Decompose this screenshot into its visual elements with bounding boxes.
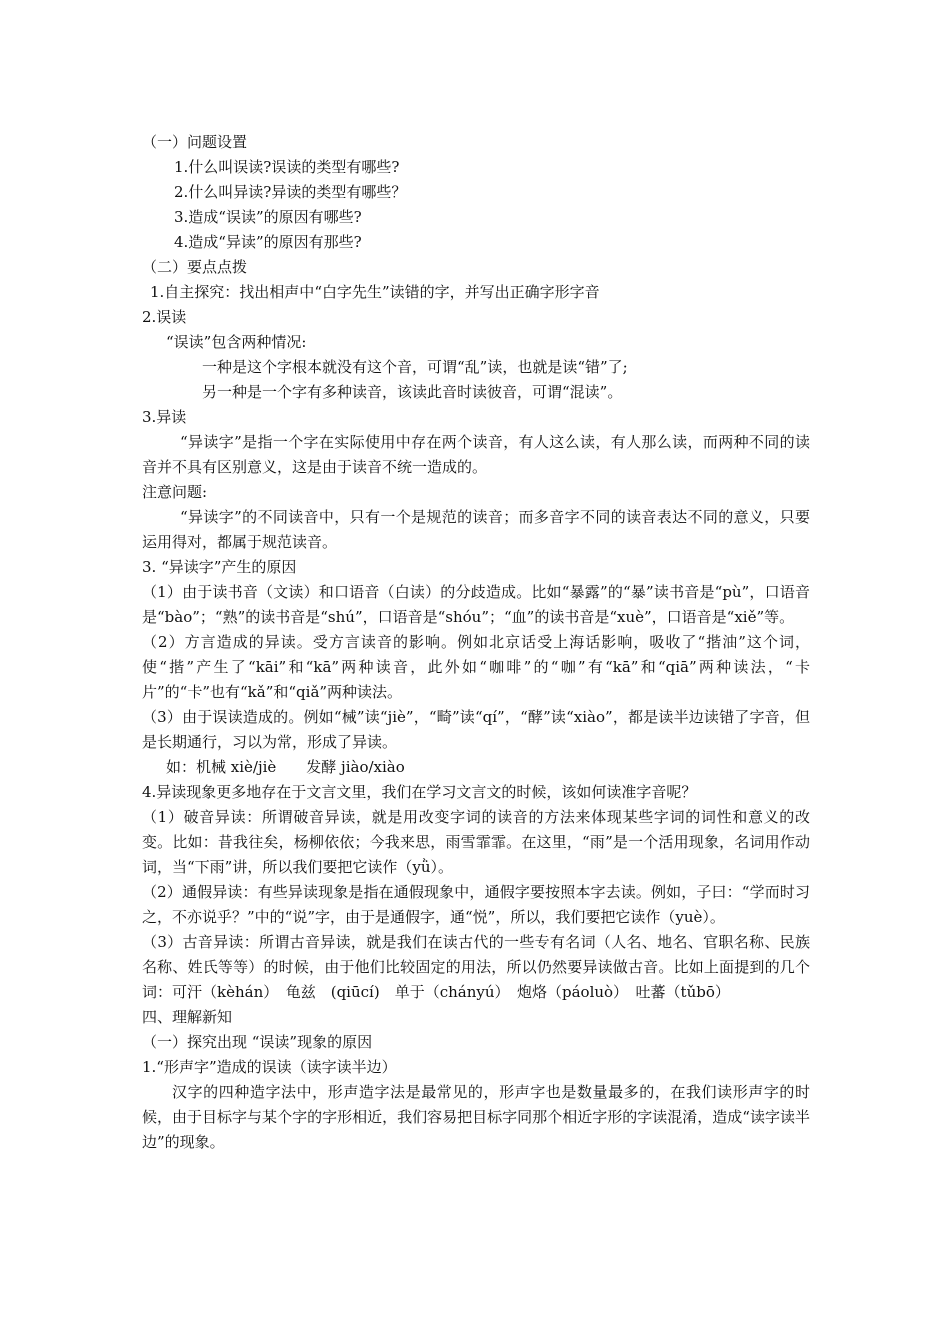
subheading-variant-reading: 3.异读 [142, 408, 187, 426]
variant-reading-definition: “异读字”是指一个字在实际使用中存在两个读音，有人这么读，有人那么读，而两种不同的读音并不具有区别意义，这是由于读音不统一造成的。 [142, 433, 810, 476]
classical-paragraph: （2）通假异读：有些异读现象是指在通假现象中，通假字要按照本字去读。例如，子曰：“学而时习之，不亦说乎？”中的“说”字，由于是通假字，通“悦”，所以，我们要把它读作（yuè）。 [142, 883, 810, 926]
classical-paragraph: （1）破音异读：所谓破音异读，就是用改变字词的读音的方法来体现某些字词的词性和意义的改变。比如：昔我往矣，杨柳依依；今我来思，雨雪霏霏。在这里，“雨”是一个活用现象，名词用作动词，当“下雨”讲，所以我们要把它读作（yǜ）。 [142, 808, 810, 876]
phonetic-compound-paragraph: 汉字的四种造字法中，形声造字法是最常见的，形声字也是数量最多的，在我们读形声字的时候，由于目标字与某个字的字形相近，我们容易把目标字同那个相近字形的字读混淆，造成“读字读半边”的现象。 [142, 1083, 810, 1151]
subheading-misreading: 2.误读 [142, 308, 187, 326]
note-paragraph: “异读字”的不同读音中，只有一个是规范的读音；而多音字不同的读音表达不同的意义，只要运用得对，都属于规范读音。 [142, 508, 810, 551]
misreading-case: 另一种是一个字有多种读音，该读此音时读彼音，可谓“混读”。 [202, 383, 623, 401]
classical-paragraph: （3）古音异读：所谓古音异读，就是我们在读古代的一些专有名词（人名、地名、官职名称、民族名称、姓氏等等）的时候，由于他们比较固定的用法，所以仍然要异读做古音。比如上面提到的几个词：可汗（kèhán） 龟兹 (qiūcí) 单于（chányú） 炮烙（páoluò） 吐蕃（tǔbō） [142, 933, 810, 1001]
misreading-intro: “误读”包含两种情况: [166, 333, 307, 351]
section-heading-key-points: （二）要点点拨 [142, 258, 248, 276]
question-item: 2.什么叫异读?异读的类型有哪些？ [174, 183, 407, 201]
document-page [142, 130, 810, 1155]
subheading-misreading-causes: （一）探究出现 “误读”现象的原因 [142, 1033, 373, 1051]
section-heading-new-knowledge: 四、理解新知 [142, 1008, 233, 1026]
question-item: 3.造成“误读”的原因有哪些? [174, 208, 362, 226]
question-item: 4.造成“异读”的原因有那些? [174, 233, 362, 251]
question-item: 1.什么叫误读?误读的类型有哪些? [174, 158, 400, 176]
cause-paragraph: （3）由于误读造成的。例如“械”读“jiè”，“畸”读“qí”，“酵”读“xiào”，都是读半边读错了字音，但是长期通行，习以为常，形成了异读。 [142, 708, 810, 751]
note-heading: 注意问题: [142, 483, 208, 501]
section-heading-question-setup: （一）问题设置 [142, 133, 248, 151]
cause-paragraph: （2）方言造成的异读。受方言读音的影响。例如北京话受上海话影响，吸收了“揩油”这个词，使“揩”产生了“kāi”和“kā”两种读音，此外如“咖啡”的“咖”有“kā”和“qiā”两种读法，“卡片”的“卡”也有“kǎ”和“qiǎ”两种读法。 [142, 633, 810, 701]
cause-example: 如：机械 xiè/jiè 发酵 jiào/xiào [166, 758, 405, 776]
key-point-item: 1.自主探究：找出相声中“白字先生”读错的字，并写出正确字形字音 [150, 283, 600, 301]
cause-paragraph: （1）由于读书音（文读）和口语音（白读）的分歧造成。比如“暴露”的“暴”读书音是“pù”，口语音是“bào”；“熟”的读书音是“shú”，口语音是“shóu”；“血”的读书音是“xuè”，口语音是“xiě”等。 [142, 583, 810, 626]
subheading-causes: 3. “异读字”产生的原因 [142, 558, 297, 576]
item-heading-phonetic-compound: 1.“形声字”造成的误读（读字读半边） [142, 1058, 397, 1076]
misreading-case: 一种是这个字根本就没有这个音，可谓“乱”读，也就是读“错”了; [202, 358, 628, 376]
subheading-classical-chinese: 4.异读现象更多地存在于文言文里，我们在学习文言文的时候，该如何读准字音呢？ [142, 783, 697, 801]
